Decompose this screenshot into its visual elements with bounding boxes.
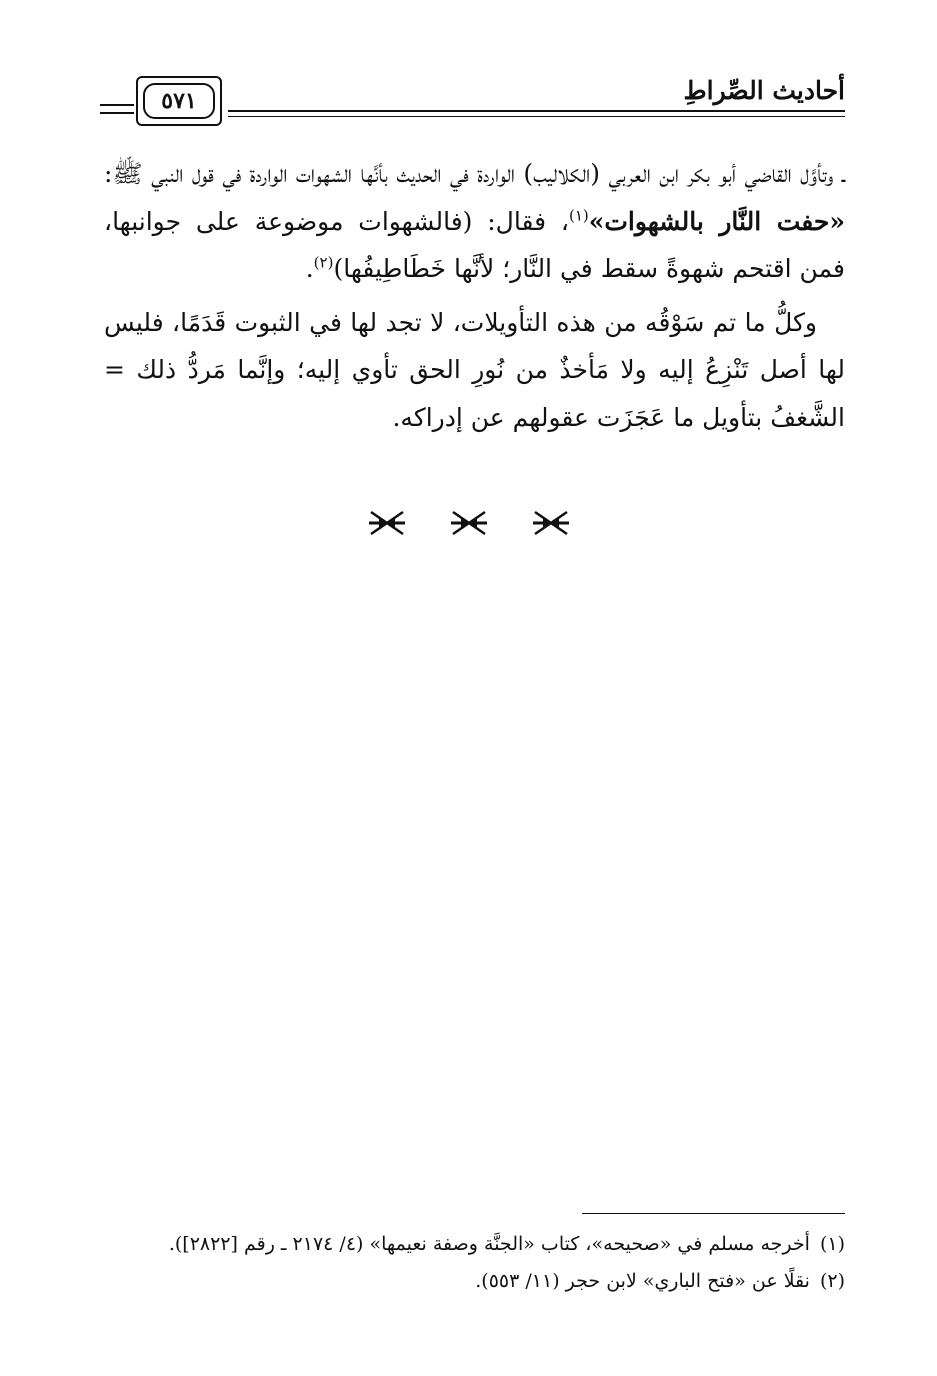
ornament-icon xyxy=(529,508,573,538)
page-number-frame xyxy=(136,76,222,126)
footnote-2 xyxy=(100,1263,845,1300)
footnote-ref-1[interactable]: (١) xyxy=(568,206,589,225)
footnote-separator xyxy=(582,1213,845,1214)
ornament-icon xyxy=(365,508,409,538)
ornament-icon xyxy=(447,508,491,538)
page-header xyxy=(100,66,845,130)
running-title: أحاديث الصِّراطِ xyxy=(683,76,845,105)
body-text xyxy=(104,150,845,441)
footnotes xyxy=(100,1226,845,1300)
section-divider xyxy=(0,508,937,538)
footnote-text: أخرجه مسلم في «صحيحه»، كتاب «الجنَّة وصفة نعيمها» (٤/ ٢١٧٤ ـ رقم [٢٨٢٢]). xyxy=(168,1233,810,1255)
header-rule xyxy=(228,110,845,117)
paragraph-1-intro: ـ وتأوَّل القاضي أبو بكر ابن العربي (الكلاليب) الواردة في الحديث بأنَّها الشهوات الواردة في قول النبي ﷺ: xyxy=(104,159,845,188)
page-number: ٥٧١ xyxy=(143,83,215,119)
paragraph-1 xyxy=(104,150,845,293)
footnote-number: (٢) xyxy=(819,1270,845,1292)
hadith-quote: «حفت النَّار بالشهوات» xyxy=(588,206,845,236)
paragraph-1-end: . xyxy=(305,254,314,283)
paragraph-1-continuation: ، فقال: (فالشهوات موضوعة على جوانبها، فمن اقتحم شهوةً سقط في النَّار؛ لأنَّها خَطَاطِيفُها) xyxy=(104,206,845,283)
footnote-1 xyxy=(100,1226,845,1263)
footnote-text: نقلًا عن «فتح الباري» لابن حجر (١١/ ٥٥٣). xyxy=(475,1270,810,1292)
footnote-number: (١) xyxy=(819,1233,845,1255)
footnote-ref-2[interactable]: (٢) xyxy=(313,253,334,272)
paragraph-2: وكلُّ ما تم سَوْقُه من هذه التأويلات، لا تجد لها في الثبوت قَدَمًا، فليس لها أصل تَنْزِعُ إليه ولا مَأخذٌ من نُورِ الحق تأوي إليه؛ وإنَّما مَردُّ ذلك = الشَّغفُ بتأويل ما عَجَزَت عقولهم عن إدراكه. xyxy=(104,307,845,432)
header-rule-short xyxy=(100,104,134,114)
